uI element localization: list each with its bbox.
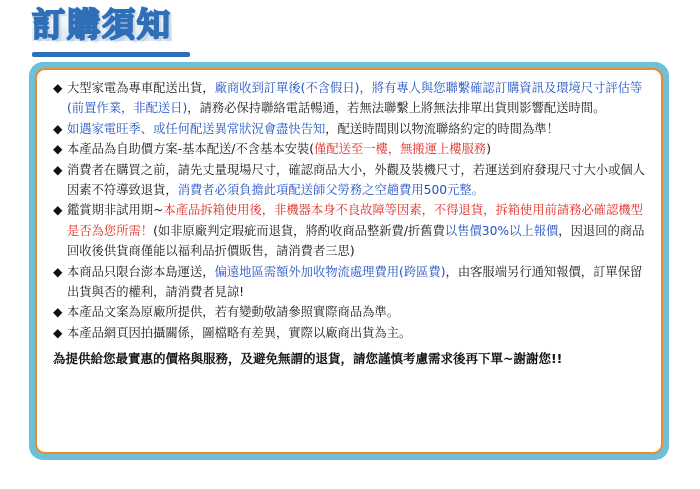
notice-text-blue: 偏遠地區需額外加收物流處理費用(跨區費) (214, 264, 446, 279)
diamond-bullet-icon: ◆ (53, 203, 63, 218)
notice-text-black: ，配送時間則以物流聯絡約定的時間為準！ (325, 121, 559, 136)
notice-text-black: ，請務必保持聯絡電話暢通，若無法聯繫上將無法排單出貨則影響配送時間。 (187, 101, 606, 116)
title-block (32, 5, 172, 44)
notice-frame (29, 62, 669, 460)
notice-text-black: 消費者在購買之前，請先丈量現場尺寸，確認商品大小，外觀及裝機尺寸，若運送到府發現尺寸大小或個人因素不符導致退貨， (67, 162, 645, 198)
diamond-bullet-icon: ◆ (53, 81, 63, 95)
notice-text-black: ，因退回的商品回收後供貨商僅能以福利品折價販售，請消費者三思) (67, 223, 645, 259)
diamond-bullet-icon: ◆ (53, 264, 63, 279)
notice-item (53, 262, 649, 303)
notice-text-black: 本產品文案為原廠所提供，若有變動敬請參照實際商品為準。 (67, 305, 400, 320)
notice-text-black: (如非原廠判定瑕疵而退貨，將酌收商品整新費/折舊費 (153, 223, 445, 238)
notice-text-blue: 以售價30%以上報價 (444, 223, 559, 238)
closing-note: 為提供給您最實惠的價格與服務，及避免無謂的退貨，請您謹慎考慮需求後再下單~謝謝您!! (53, 351, 563, 367)
notice-item (53, 323, 649, 343)
notice-text-black: 本產品為自助價方案-基本配送/不含基本安裝( (67, 142, 315, 157)
notice-text-black: 大型家電為專車配送出貨， (67, 81, 215, 95)
notice-text-black: 鑑賞期非試用期~ (67, 203, 164, 218)
diamond-bullet-icon: ◆ (53, 162, 63, 177)
notice-text-blue: 廠商收到訂單後(不含假日)，將有專人與您聯繫確認訂購資訊及環境尺寸評估等(前置作業，非配送日) (67, 81, 643, 116)
notice-item (53, 139, 649, 159)
notice-text-black: 本產品網頁因拍攝關係，圖檔略有差異，實際以廠商出貨為主。 (67, 325, 412, 340)
notice-text-black: ) (486, 142, 492, 157)
notice-text-black: 本商品只限台澎本島運送， (67, 264, 215, 279)
notice-text-red: 本產品拆箱使用後，非機器本身不良故障等因素，不得退貨，拆箱使用前請務必確認機型是否為您所需！ (67, 203, 643, 238)
notice-item (53, 200, 649, 261)
diamond-bullet-icon: ◆ (53, 142, 63, 157)
title-underline (32, 52, 190, 57)
notice-text-blue: 消費者必須負擔此項配送師父勞務之空趟費用500元整。 (177, 183, 484, 198)
notice-item (53, 302, 649, 322)
diamond-bullet-icon: ◆ (53, 121, 63, 136)
notice-text-blue: 如遇家電旺季、或任何配送異常狀況會盡快告知 (67, 121, 326, 136)
diamond-bullet-icon: ◆ (53, 305, 63, 320)
notice-panel (35, 68, 663, 454)
notice-text-red: 僅配送至一樓，無搬運上樓服務 (314, 142, 487, 157)
page-title: 訂購須知 (32, 5, 172, 44)
notice-content (53, 78, 649, 370)
notice-item (53, 160, 649, 201)
diamond-bullet-icon: ◆ (53, 325, 63, 340)
notice-item (53, 119, 649, 139)
notice-item (53, 78, 649, 119)
notice-text-black: ，由客服端另行通知報價，訂單保留出貨與否的權利，請消費者見諒! (67, 264, 643, 300)
notice-list (53, 78, 649, 343)
